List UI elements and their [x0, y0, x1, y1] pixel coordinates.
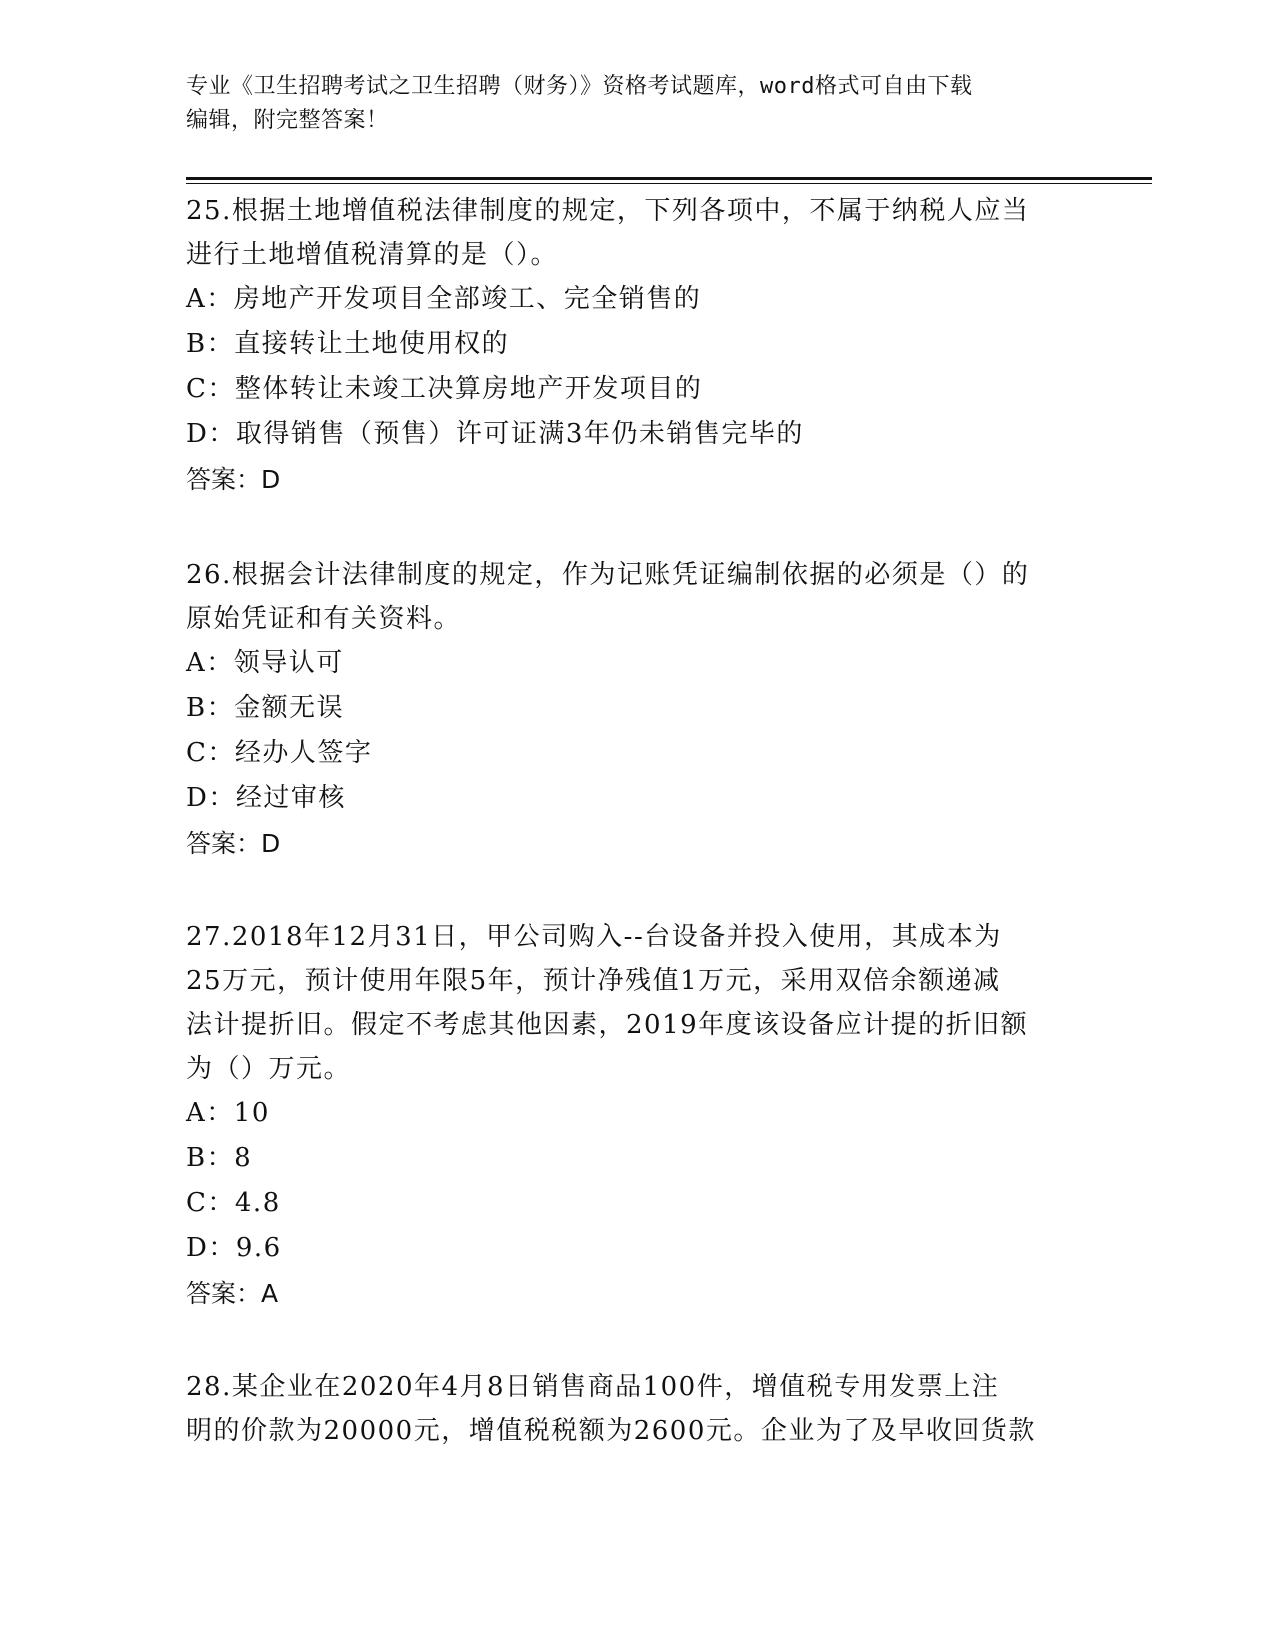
- question-stem-line: 明的价款为20000元，增值税税额为2600元。企业为了及早收回货款: [186, 1416, 1036, 1446]
- option-c: C：经办人签字: [186, 738, 373, 768]
- option-d: D：9.6: [186, 1233, 282, 1263]
- question-stem-line: 25万元，预计使用年限5年，预计净残值1万元，采用双倍余额递减: [186, 966, 1001, 996]
- question-28: [186, 1365, 1086, 1453]
- question-stem-line: 法计提折旧。假定不考虑其他因素，2019年度该设备应计提的折旧额: [186, 1010, 1029, 1040]
- answer: 答案：D: [186, 465, 281, 494]
- option-a: A：领导认可: [186, 648, 344, 678]
- option-b: B：直接转让土地使用权的: [186, 329, 510, 359]
- option-a: A：房地产开发项目全部竣工、完全销售的: [186, 284, 702, 314]
- option-c: C：整体转让未竣工决算房地产开发项目的: [186, 374, 703, 404]
- question-stem-line: 25.根据土地增值税法律制度的规定，下列各项中，不属于纳税人应当: [186, 196, 1030, 226]
- question-stem-line: 27.2018年12月31日，甲公司购入--台设备并投入使用，其成本为: [186, 922, 1002, 952]
- document-header: [186, 70, 1086, 138]
- question-stem-line: 进行土地增值税清算的是（）。: [186, 240, 559, 270]
- question-26: [186, 553, 1086, 866]
- header-divider-thick: [186, 177, 1152, 180]
- option-d: D：取得销售（预售）许可证满3年仍未销售完毕的: [186, 419, 804, 449]
- header-line-2: 编辑，附完整答案！: [186, 108, 389, 133]
- answer: 答案：A: [186, 1279, 279, 1308]
- option-c: C：4.8: [186, 1188, 281, 1218]
- option-d: D：经过审核: [186, 783, 346, 813]
- option-a: A：10: [186, 1098, 270, 1128]
- header-divider-thin: [186, 183, 1152, 184]
- question-stem-line: 原始凭证和有关资料。: [186, 604, 462, 634]
- question-25: [186, 189, 1086, 502]
- option-b: B：8: [186, 1143, 253, 1173]
- option-b: B：金额无误: [186, 693, 345, 723]
- question-stem-line: 26.根据会计法律制度的规定，作为记账凭证编制依据的必须是（）的: [186, 560, 1030, 590]
- question-stem-line: 28.某企业在2020年4月8日销售商品100件，增值税专用发票上注: [186, 1372, 1000, 1402]
- question-stem-line: 为（）万元。: [186, 1054, 352, 1084]
- question-27: [186, 915, 1086, 1316]
- answer: 答案：D: [186, 829, 281, 858]
- header-line-1: 专业《卫生招聘考试之卫生招聘（财务）》资格考试题库，word格式可自由下载: [186, 74, 973, 99]
